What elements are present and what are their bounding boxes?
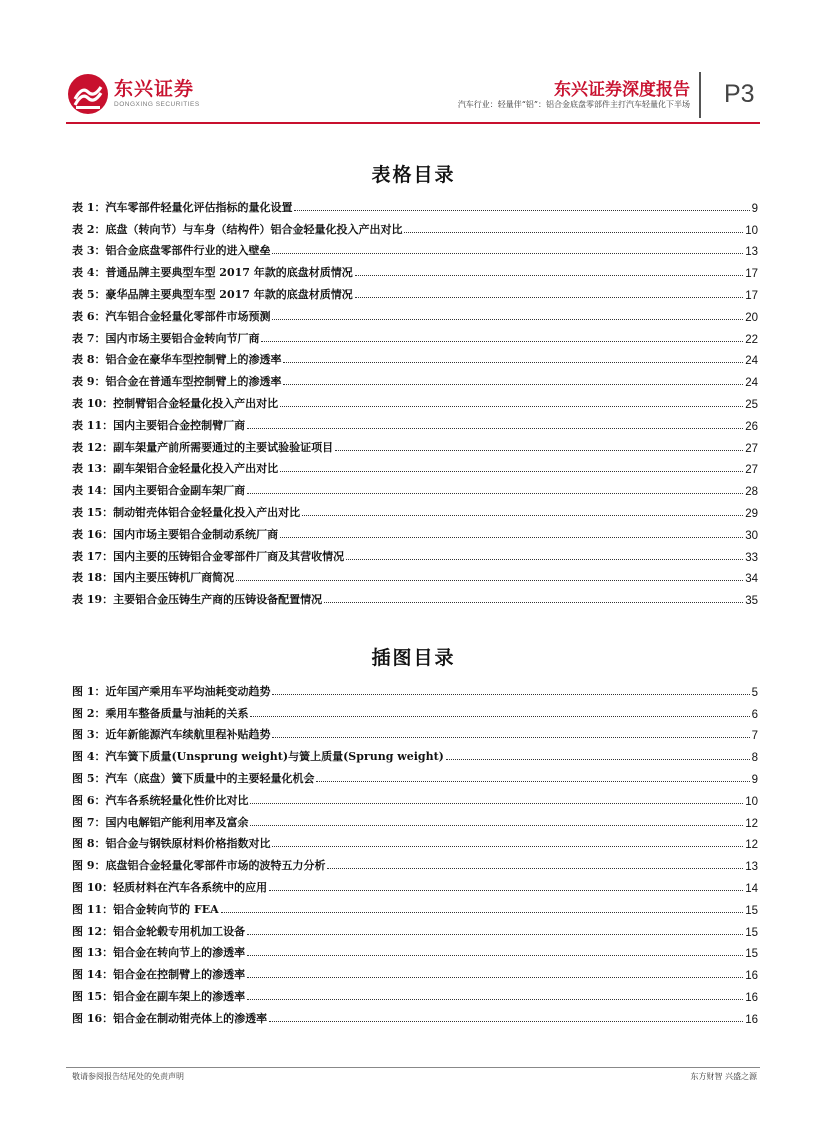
toc-entry-label[interactable]: 表 2：底盘（转向节）与车身（结构件）铝合金轻量化投入产出对比 <box>72 222 403 236</box>
toc-dot-leader <box>269 1021 743 1022</box>
toc-page-number[interactable]: 25 <box>745 398 758 411</box>
toc-dot-leader <box>327 868 743 869</box>
toc-dot-leader <box>247 955 743 956</box>
toc-dot-leader <box>247 934 743 935</box>
toc-entry-label[interactable]: 图 3：近年新能源汽车续航里程补贴趋势 <box>72 728 271 742</box>
table-toc-entry[interactable] <box>72 455 758 477</box>
figure-toc-entry[interactable] <box>72 873 758 895</box>
toc-dot-leader <box>236 580 743 581</box>
toc-entry-label[interactable]: 图 5：汽车（底盘）簧下质量中的主要轻量化机会 <box>72 771 315 785</box>
toc-entry-label[interactable]: 图 2：乘用车整备质量与油耗的关系 <box>72 706 249 720</box>
toc-page-number[interactable]: 33 <box>745 551 758 564</box>
logo-cn-text: 东兴证券 <box>114 78 195 100</box>
toc-entry-label[interactable]: 图 14：铝合金在控制臂上的渗透率 <box>72 968 246 982</box>
dongxing-logo-icon <box>66 72 110 116</box>
toc-dot-leader <box>247 493 743 494</box>
toc-page-number[interactable]: 14 <box>745 882 758 895</box>
table-toc-entry[interactable] <box>72 193 758 215</box>
toc-dot-leader <box>316 781 749 782</box>
table-toc-entry[interactable] <box>72 215 758 237</box>
toc-dot-leader <box>283 362 743 363</box>
toc-page-number[interactable]: 10 <box>745 795 758 808</box>
toc-entry-label[interactable]: 图 1：近年国产乘用车平均油耗变动趋势 <box>72 684 271 698</box>
toc-entry-label[interactable]: 图 13：铝合金在转向节上的渗透率 <box>72 946 246 960</box>
toc-page-number[interactable]: 10 <box>745 224 758 237</box>
table-toc-entry[interactable] <box>72 302 758 324</box>
figures-toc-list <box>72 677 758 1026</box>
table-toc-entry[interactable] <box>72 585 758 607</box>
toc-page-number[interactable]: 9 <box>751 773 758 786</box>
report-title: 东兴证券深度报告 <box>554 80 690 100</box>
toc-entry-label[interactable]: 表 14：国内主要铝合金副车架厂商 <box>72 484 246 498</box>
toc-page-number[interactable]: 6 <box>751 708 758 721</box>
figure-toc-entry[interactable] <box>72 917 758 939</box>
figure-toc-entry[interactable] <box>72 677 758 699</box>
toc-dot-leader <box>294 210 749 211</box>
toc-dot-leader <box>250 825 743 826</box>
table-toc-entry[interactable] <box>72 258 758 280</box>
toc-dot-leader <box>404 232 743 233</box>
toc-entry-label[interactable]: 图 9：底盘铝合金轻量化零部件市场的波特五力分析 <box>72 859 326 873</box>
toc-page-number[interactable]: 15 <box>745 948 758 961</box>
footer-slogan: 东方财智 兴盛之源 <box>690 1072 757 1081</box>
toc-page-number[interactable]: 30 <box>745 529 758 542</box>
figure-toc-entry[interactable] <box>72 830 758 852</box>
toc-page-number[interactable]: 5 <box>751 686 758 699</box>
table-toc-entry[interactable] <box>72 324 758 346</box>
toc-entry-label[interactable]: 表 6：汽车铝合金轻量化零部件市场预测 <box>72 309 271 323</box>
toc-entry-label[interactable]: 图 10：轻质材料在汽车各系统中的应用 <box>72 880 268 894</box>
toc-entry-label[interactable]: 表 10：控制臂铝合金轻量化投入产出对比 <box>72 396 279 410</box>
toc-page-number[interactable]: 16 <box>745 970 758 983</box>
toc-page-number[interactable]: 8 <box>751 752 758 765</box>
toc-page-number[interactable]: 17 <box>745 268 758 281</box>
tables-heading: 表格目录 <box>371 164 456 186</box>
toc-page-number[interactable]: 9 <box>751 202 758 215</box>
toc-dot-leader <box>346 559 743 560</box>
figure-toc-entry[interactable] <box>72 699 758 721</box>
table-toc-entry[interactable] <box>72 433 758 455</box>
toc-dot-leader <box>269 890 743 891</box>
toc-entry-label[interactable]: 图 12：铝合金轮毂专用机加工设备 <box>72 924 246 938</box>
toc-entry-label[interactable]: 表 8：铝合金在豪华车型控制臂上的渗透率 <box>72 353 282 367</box>
toc-page-number[interactable]: 34 <box>745 573 758 586</box>
figure-toc-entry[interactable] <box>72 895 758 917</box>
toc-dot-leader <box>247 977 743 978</box>
toc-page-number[interactable]: 35 <box>745 595 758 608</box>
figure-toc-entry[interactable] <box>72 764 758 786</box>
toc-dot-leader <box>247 428 743 429</box>
figure-toc-entry[interactable] <box>72 960 758 982</box>
logo-en-text: DONGXING SECURITIES <box>114 101 200 108</box>
toc-page-number[interactable]: 27 <box>745 464 758 477</box>
toc-entry-label[interactable]: 表 1：汽车零部件轻量化评估指标的量化设置 <box>72 200 293 214</box>
toc-page-number[interactable]: 16 <box>745 991 758 1004</box>
toc-entry-label[interactable]: 图 16：铝合金在制动钳壳体上的渗透率 <box>72 1011 268 1025</box>
table-toc-entry[interactable] <box>72 411 758 433</box>
toc-dot-leader <box>221 912 744 913</box>
toc-page-number[interactable]: 13 <box>745 246 758 259</box>
figure-toc-entry[interactable] <box>72 851 758 873</box>
toc-dot-leader <box>355 275 743 276</box>
table-toc-entry[interactable] <box>72 520 758 542</box>
page-number: P3 <box>724 80 755 108</box>
toc-entry-label[interactable]: 表 5：豪华品牌主要典型车型 2017 年款的底盘材质情况 <box>72 287 353 301</box>
toc-page-number[interactable]: 29 <box>745 507 758 520</box>
toc-dot-leader <box>446 759 750 760</box>
toc-page-number[interactable]: 28 <box>745 486 758 499</box>
toc-dot-leader <box>272 846 743 847</box>
toc-page-number[interactable]: 12 <box>745 839 758 852</box>
toc-dot-leader <box>250 803 743 804</box>
header-divider <box>699 72 701 118</box>
table-toc-entry[interactable] <box>72 346 758 368</box>
toc-page-number[interactable]: 17 <box>745 289 758 302</box>
table-toc-entry[interactable] <box>72 498 758 520</box>
table-toc-entry[interactable] <box>72 389 758 411</box>
toc-page-number[interactable]: 20 <box>745 311 758 324</box>
toc-page-number[interactable]: 13 <box>745 861 758 874</box>
toc-page-number[interactable]: 15 <box>745 926 758 939</box>
toc-entry-label[interactable]: 图 11：铝合金转向节的 FEA <box>72 902 219 916</box>
toc-dot-leader <box>324 602 743 603</box>
toc-dot-leader <box>280 406 743 407</box>
toc-entry-label[interactable]: 表 3：铝合金底盘零部件行业的进入壁垒 <box>72 244 271 258</box>
toc-entry-label[interactable]: 图 7：国内电解铝产能利用率及富余 <box>72 815 249 829</box>
table-toc-entry[interactable] <box>72 476 758 498</box>
toc-dot-leader <box>280 537 743 538</box>
toc-entry-label[interactable]: 表 12：副车架量产前所需要通过的主要试验验证项目 <box>72 440 334 454</box>
tables-toc-list <box>72 193 758 607</box>
toc-entry-label[interactable]: 表 11：国内主要铝合金控制臂厂商 <box>72 418 246 432</box>
toc-entry-label[interactable]: 图 8：铝合金与钢铁原材料价格指数对比 <box>72 837 271 851</box>
table-toc-entry[interactable] <box>72 280 758 302</box>
toc-dot-leader <box>261 341 743 342</box>
toc-entry-label[interactable]: 图 6：汽车各系统轻量化性价比对比 <box>72 793 249 807</box>
toc-page-number[interactable]: 22 <box>745 333 758 346</box>
toc-dot-leader <box>272 737 749 738</box>
toc-page-number[interactable]: 26 <box>745 420 758 433</box>
table-toc-entry[interactable] <box>72 367 758 389</box>
toc-page-number[interactable]: 16 <box>745 1013 758 1026</box>
header-rule <box>66 122 760 124</box>
toc-dot-leader <box>272 319 743 320</box>
toc-dot-leader <box>272 694 749 695</box>
toc-dot-leader <box>247 999 743 1000</box>
toc-dot-leader <box>355 297 743 298</box>
toc-entry-label[interactable]: 表 9：铝合金在普通车型控制臂上的渗透率 <box>72 375 282 389</box>
toc-entry-label[interactable]: 表 15：制动钳壳体铝合金轻量化投入产出对比 <box>72 505 301 519</box>
toc-dot-leader <box>302 515 743 516</box>
toc-page-number[interactable]: 7 <box>751 730 758 743</box>
toc-entry-label[interactable]: 表 4：普通品牌主要典型车型 2017 年款的底盘材质情况 <box>72 266 353 280</box>
toc-dot-leader <box>272 253 743 254</box>
figure-toc-entry[interactable] <box>72 808 758 830</box>
figure-toc-entry[interactable] <box>72 786 758 808</box>
figure-toc-entry[interactable] <box>72 742 758 764</box>
report-subtitle: 汽车行业：轻量伴“铝”：铝合金底盘零部件主打汽车轻量化下半场 <box>457 100 690 109</box>
toc-entry-label[interactable]: 表 18：国内主要压铸机厂商简况 <box>72 571 235 585</box>
toc-entry-label[interactable]: 表 17：国内主要的压铸铝合金零部件厂商及其营收情况 <box>72 549 345 563</box>
toc-entry-label[interactable]: 图 15：铝合金在副车架上的渗透率 <box>72 989 246 1003</box>
table-toc-entry[interactable] <box>72 564 758 586</box>
toc-entry-label[interactable]: 图 4：汽车簧下质量(Unsprung weight)与簧上质量(Sprung weight) <box>72 750 444 764</box>
toc-entry-label[interactable]: 表 13：副车架铝合金轻量化投入产出对比 <box>72 462 279 476</box>
figure-toc-entry[interactable] <box>72 721 758 743</box>
toc-page-number[interactable]: 12 <box>745 817 758 830</box>
figures-heading: 插图目录 <box>371 647 456 669</box>
toc-page-number[interactable]: 24 <box>745 377 758 390</box>
figure-toc-entry[interactable] <box>72 939 758 961</box>
toc-dot-leader <box>250 716 749 717</box>
figure-toc-entry[interactable] <box>72 982 758 1004</box>
toc-entry-label[interactable]: 表 19：主要铝合金压铸生产商的压铸设备配置情况 <box>72 593 323 607</box>
table-toc-entry[interactable] <box>72 237 758 259</box>
figure-toc-entry[interactable] <box>72 1004 758 1026</box>
toc-dot-leader <box>335 450 743 451</box>
toc-entry-label[interactable]: 表 7：国内市场主要铝合金转向节厂商 <box>72 331 260 345</box>
footer-disclaimer: 敬请参阅报告结尾处的免责声明 <box>72 1072 184 1081</box>
toc-page-number[interactable]: 15 <box>745 904 758 917</box>
footer-rule <box>66 1067 760 1068</box>
toc-page-number[interactable]: 24 <box>745 355 758 368</box>
toc-entry-label[interactable]: 表 16：国内市场主要铝合金制动系统厂商 <box>72 527 279 541</box>
company-logo <box>66 72 206 116</box>
toc-page-number[interactable]: 27 <box>745 442 758 455</box>
table-toc-entry[interactable] <box>72 542 758 564</box>
toc-dot-leader <box>280 471 743 472</box>
toc-dot-leader <box>283 384 743 385</box>
page-header <box>0 0 827 130</box>
